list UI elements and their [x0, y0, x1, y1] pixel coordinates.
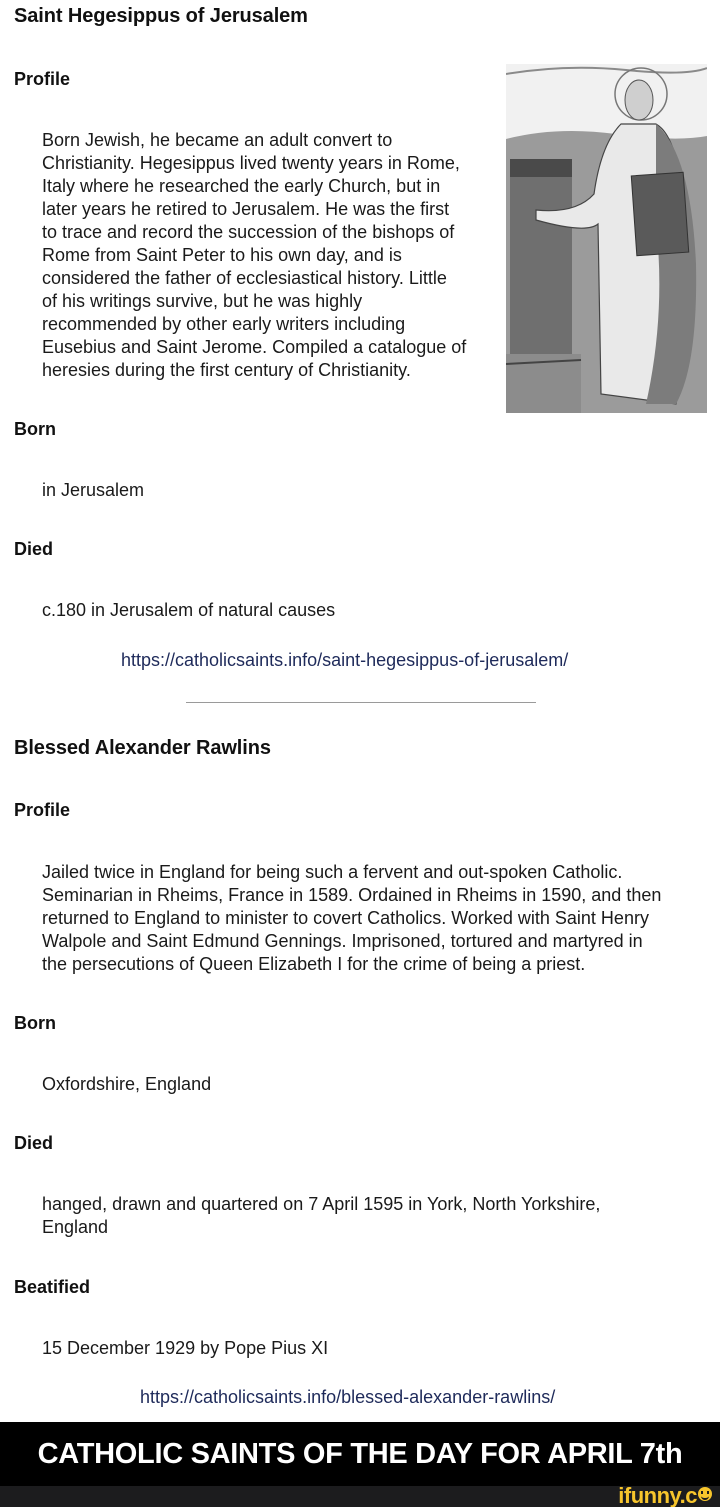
profile-line: Italy where he researched the early Church, but in — [42, 176, 441, 196]
saint-2-source-link[interactable]: https://catholicsaints.info/blessed-alexander-rawlins/ — [140, 1387, 556, 1407]
profile-line: Walpole and Saint Edmund Gennings. Imprisoned, tortured and martyred in — [42, 931, 643, 951]
saint-2-profile-label: Profile — [14, 800, 71, 820]
saint-2-born-label: Born — [14, 1013, 56, 1033]
saint-2-born-value: Oxfordshire, England — [42, 1074, 212, 1094]
saint-figure-icon — [506, 64, 707, 413]
profile-line: Eusebius and Saint Jerome. Compiled a catalogue of — [42, 337, 467, 357]
saint-1-died-value: c.180 in Jerusalem of natural causes — [42, 600, 336, 620]
saint-2-beatified-value: 15 December 1929 by Pope Pius XI — [42, 1338, 329, 1358]
profile-line: considered the father of ecclesiastical history. Little — [42, 268, 447, 288]
section-divider — [186, 702, 536, 703]
profile-line: of his writings survive, but he was highly — [42, 291, 363, 311]
saint-1-source-link[interactable]: https://catholicsaints.info/saint-hegesippus-of-jerusalem/ — [121, 650, 569, 670]
watermark-bar — [0, 1483, 720, 1507]
saint-1-born-label: Born — [14, 419, 56, 439]
saint-1-died-label: Died — [14, 539, 54, 559]
profile-line: Jailed twice in England for being such a fervent and out-spoken Catholic. — [42, 862, 623, 882]
saint-1-title: Saint Hegesippus of Jerusalem — [14, 5, 308, 27]
saint-1-profile-label: Profile — [14, 69, 71, 89]
saint-portrait-image — [506, 64, 707, 413]
saint-2-beatified-label: Beatified — [14, 1277, 91, 1297]
profile-line: to trace and record the succession of the bishops of — [42, 222, 455, 242]
profile-line: recommended by other early writers including — [42, 314, 406, 334]
profile-line: returned to England to minister to covert Catholics. Worked with Saint Henry — [42, 908, 649, 928]
profile-line: the persecutions of Queen Elizabeth I for the crime of being a priest. — [42, 954, 586, 974]
saint-2-died-value — [42, 1193, 712, 1239]
saint-2-title: Blessed Alexander Rawlins — [14, 737, 271, 759]
saint-2-profile-text — [42, 861, 712, 976]
saint-1-born-value: in Jerusalem — [42, 480, 145, 500]
died-line: England — [42, 1217, 109, 1237]
died-line: hanged, drawn and quartered on 7 April 1595 in York, North Yorkshire, — [42, 1194, 601, 1214]
profile-line: Rome from Saint Peter to his own day, and is — [42, 245, 402, 265]
profile-line: later years he retired to Jerusalem. He was the first — [42, 199, 450, 219]
profile-line: Born Jewish, he became an adult convert to — [42, 130, 393, 150]
saint-2-died-label: Died — [14, 1133, 54, 1153]
saint-1-profile-text — [42, 129, 512, 382]
ifunny-watermark — [618, 1484, 712, 1507]
profile-line: heresies during the first century of Christianity. — [42, 360, 411, 380]
caption-banner: CATHOLIC SAINTS OF THE DAY FOR APRIL 7th — [0, 1422, 720, 1486]
profile-line: Christianity. Hegesippus lived twenty years in Rome, — [42, 153, 460, 173]
watermark-text: ifunny.c — [618, 1483, 697, 1507]
profile-line: Seminarian in Rheims, France in 1589. Ordained in Rheims in 1590, and then — [42, 885, 662, 905]
smiley-icon — [698, 1487, 712, 1501]
